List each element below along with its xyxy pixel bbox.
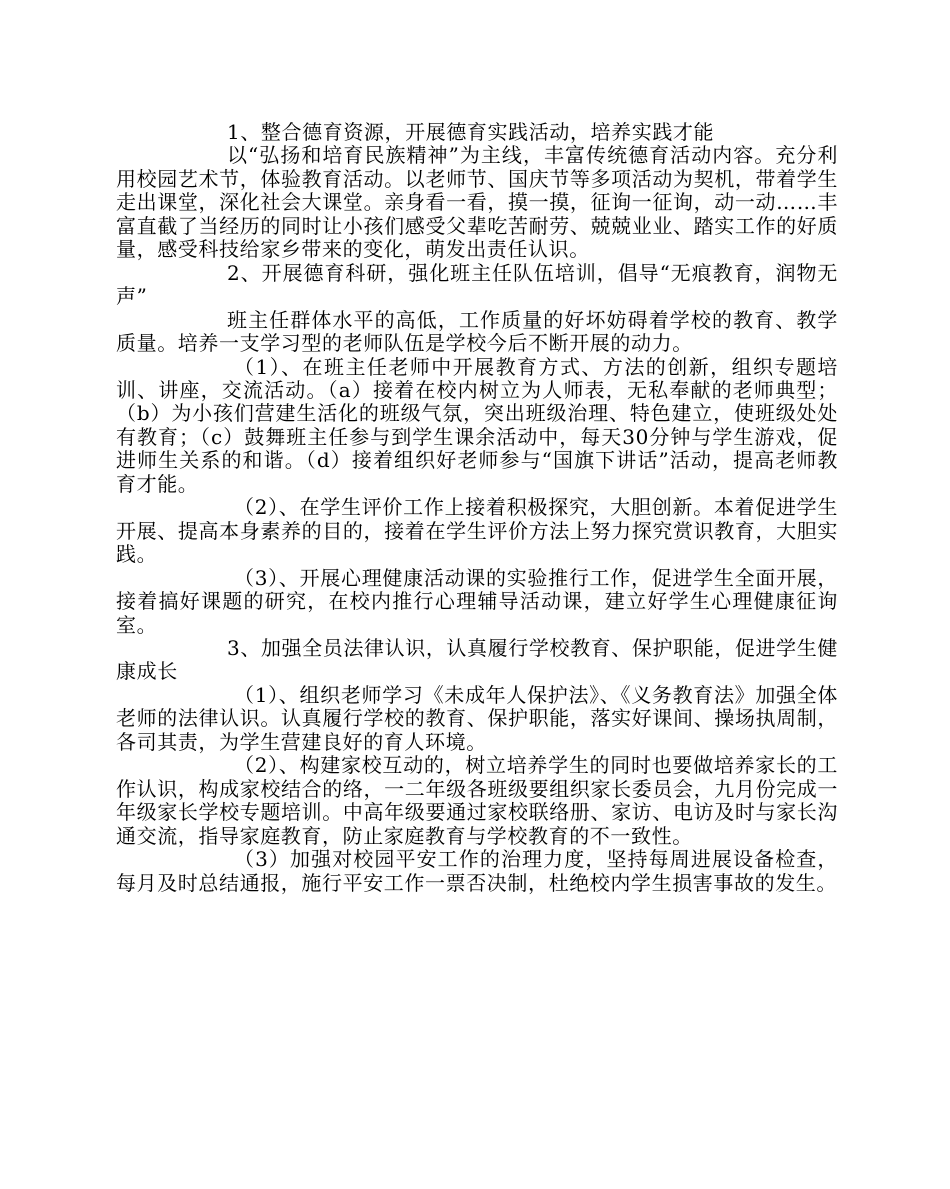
section-heading-1: 1、整合德育资源，开展德育实践活动，培养实践才能 <box>227 120 715 144</box>
document-body <box>116 121 838 895</box>
list-item-3-2: （2）、构建家校互动的，树立培养学生的同时也要做培养家长的工作认识，构成家校结合的络，一二年级各班级要组织家长委员会，九月份完成一年级家长学校专题培训。中高年级要通过家校联络册、家访、电访及时与家长沟通交流，指导家庭教育，防止家庭教育与学校教育的不一致性。 <box>116 753 838 848</box>
list-item-2-1: （1）、在班主任老师中开展教育方式、方法的创新，组织专题培训、讲座，交流活动。（a）接着在校内树立为人师表，无私奉献的老师典型；（b）为小孩们营建生活化的班级气氛，突出班级治理、特色建立，使班级处处有教育；（c）鼓舞班主任参与到学生课余活动中，每天30分钟与学生游戏，促进师生关系的和谐。（d）接着组织好老师参与“国旗下讲话”活动，提高老师教育才能。 <box>116 354 838 496</box>
list-item-3-1: （1）、组织老师学习《未成年人保护法》、《义务教育法》加强全体老师的法律认识。认真履行学校的教育、保护职能，落实好课间、操场执周制，各司其责，为学生营建良好的育人环境。 <box>116 682 838 754</box>
section-heading-2: 2、开展德育科研，强化班主任队伍培训，倡导“无痕教育，润物无声” <box>116 260 838 309</box>
paragraph-theme: 以“弘扬和培育民族精神”为主线，丰富传统德育活动内容。充分利用校园艺术节，体验教育活动。以老师节、国庆节等多项活动为契机，带着学生走出课堂，深化社会大课堂。亲身看一看，摸一摸，征询一征询，动一动……丰富直截了当经历的同时让小孩们感受父辈吃苦耐劳、兢兢业业、踏实工作的好质量，感受科技给家乡带来的变化，萌发出责任认识。 <box>116 143 838 262</box>
list-item-2-2: （2）、在学生评价工作上接着积极探究，大胆创新。本着促进学生开展、提高本身素养的目的，接着在学生评价方法上努力探究赏识教育，大胆实践。 <box>116 495 838 567</box>
list-item-2-3: （3）、开展心理健康活动课的实验推行工作，促进学生全面开展，接着搞好课题的研究，在校内推行心理辅导活动课，建立好学生心理健康征询室。 <box>116 565 838 637</box>
paragraph-teacher-quality: 班主任群体水平的高低，工作质量的好坏妨碍着学校的教育、教学质量。培养一支学习型的老师队伍是学校今后不断开展的动力。 <box>116 307 838 356</box>
list-item-3-3: （3）加强对校园平安工作的治理力度，坚持每周进展设备检查，每月及时总结通报，施行平安工作一票否决制，杜绝校内学生损害事故的发生。 <box>116 847 838 895</box>
section-heading-3: 3、加强全员法律认识，认真履行学校教育、保护职能，促进学生健康成长 <box>116 635 838 684</box>
